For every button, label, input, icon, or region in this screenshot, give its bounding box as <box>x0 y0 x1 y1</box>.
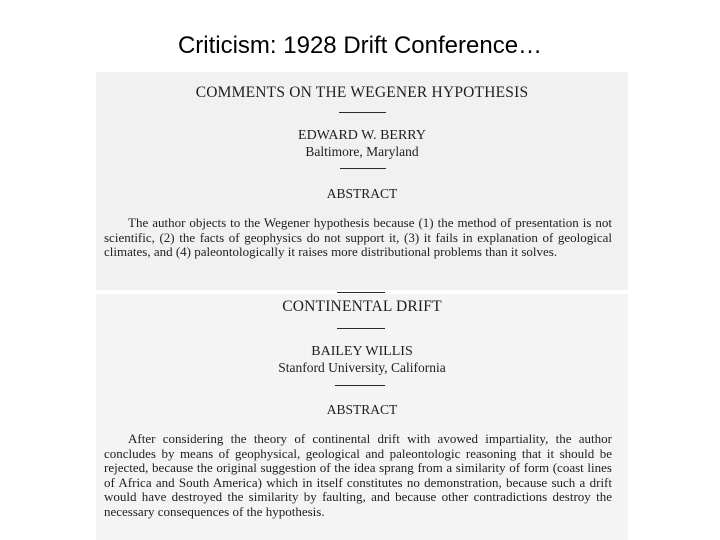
article-berry <box>96 72 628 290</box>
abstract-heading: ABSTRACT <box>326 402 398 417</box>
article-title: COMMENTS ON THE WEGENER HYPOTHESIS <box>195 84 529 101</box>
author-affiliation: Stanford University, California <box>278 360 446 375</box>
divider-rule <box>335 385 385 386</box>
divider-rule <box>340 168 386 169</box>
author-name: EDWARD W. BERRY <box>298 128 426 143</box>
abstract-text: After considering the theory of continental drift with avowed impartiality, the author concludes by means of geophysical, geological and paleontologic reasoning that it should be rejected, because the original suggestion of the idea sprang from a similarity of form (coast lines of Africa and South America) which in itself constitutes no demonstration, because such a drift would have destroyed the similarity by faulting, and because other contradictions destroy the necessary consequences of the hypothesis. <box>104 431 612 519</box>
divider-rule <box>337 292 385 293</box>
article-willis <box>96 294 628 540</box>
abstract-text: The author objects to the Wegener hypothesis because (1) the method of presentation is not scientific, (2) the facts of geophysics do not support it, (3) it fails in explanation of geological climates, and (4) paleontologically it raises more distributional problems than it solves. <box>104 215 612 259</box>
author-name: BAILEY WILLIS <box>311 344 413 359</box>
scanned-page <box>96 72 628 540</box>
article-title: CONTINENTAL DRIFT <box>282 298 442 315</box>
divider-rule <box>337 328 385 329</box>
divider-rule <box>339 112 386 113</box>
slide-title: Criticism: 1928 Drift Conference… <box>177 32 543 59</box>
abstract-heading: ABSTRACT <box>326 186 398 201</box>
author-affiliation: Baltimore, Maryland <box>305 144 419 159</box>
